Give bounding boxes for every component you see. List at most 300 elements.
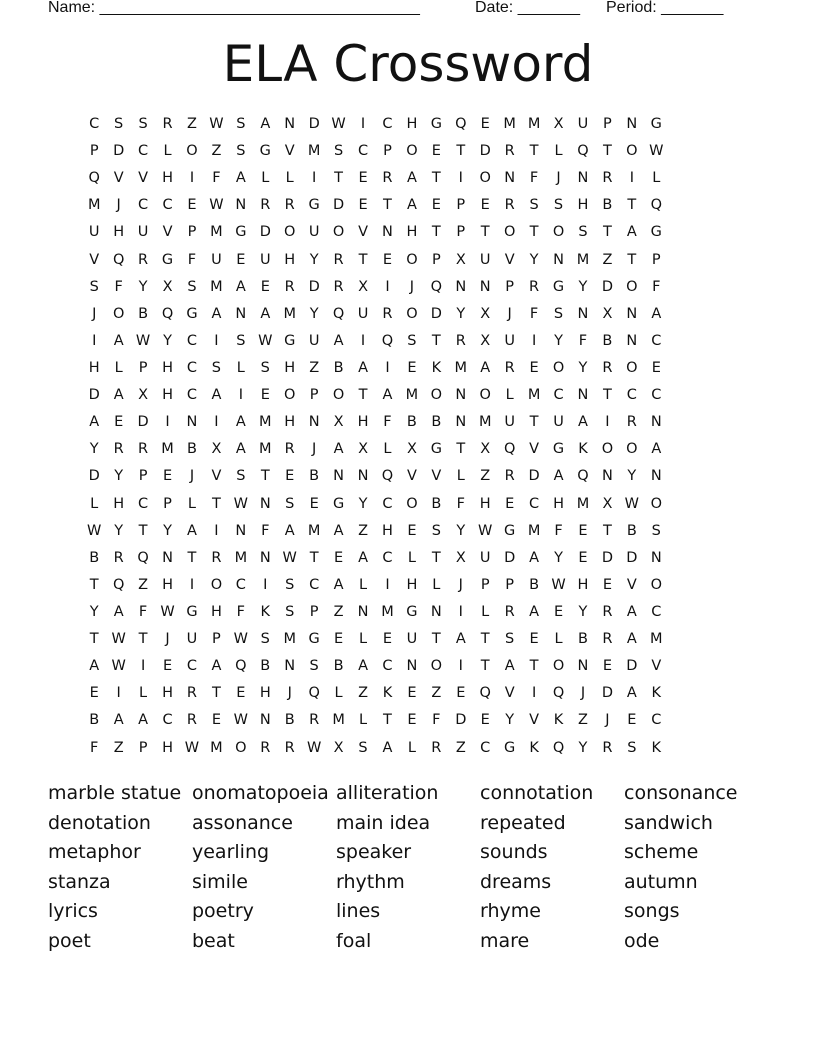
grid-letter: G (650, 116, 662, 132)
grid-row (82, 165, 742, 192)
grid-letter: M (332, 712, 345, 729)
grid-letter: X (553, 116, 564, 132)
grid-letter: R (504, 359, 515, 376)
grid-letter: A (260, 116, 271, 132)
grid-letter: T (456, 441, 466, 458)
grid-letter: X (480, 441, 491, 458)
grid-letter: W (258, 332, 273, 349)
grid-letter: V (162, 224, 173, 241)
grid-letter: C (382, 495, 393, 512)
grid-letter: I (360, 116, 366, 132)
grid-letter: M (576, 495, 590, 512)
grid-letter: R (333, 278, 344, 295)
grid-letter: W (233, 631, 249, 648)
grid-letter: T (358, 387, 368, 404)
grid-letter: C (382, 549, 393, 566)
grid-row (82, 219, 742, 246)
grid-letter: I (189, 576, 195, 593)
grid-letter: R (602, 739, 613, 756)
grid-letter: F (383, 414, 392, 431)
grid-letter: T (602, 143, 612, 160)
grid-letter: C (480, 739, 491, 756)
grid-letter: D (308, 278, 320, 295)
grid-letter: A (333, 522, 344, 539)
grid-letter: D (479, 143, 491, 160)
grid-letter: Y (456, 522, 466, 539)
grid-letter: E (334, 631, 344, 648)
grid-letter: V (89, 251, 100, 268)
word-bank-item: poet (48, 929, 91, 952)
grid-letter: T (383, 197, 392, 214)
grid-letter: K (260, 603, 271, 620)
grid-letter: H (577, 197, 589, 214)
grid-row (82, 355, 742, 382)
grid-letter: A (113, 332, 124, 349)
grid-letter: Y (578, 603, 588, 620)
grid-letter: O (479, 387, 491, 404)
grid-letter: L (261, 170, 270, 187)
grid-letter: O (503, 224, 516, 241)
grid-letter: P (431, 251, 441, 268)
grid-letter: U (357, 305, 369, 322)
grid-letter: H (284, 414, 296, 431)
grid-letter: E (407, 359, 417, 376)
grid-letter: R (455, 332, 466, 349)
grid-letter: F (138, 603, 148, 620)
grid-letter: C (162, 712, 173, 729)
grid-letter: Z (480, 468, 491, 485)
grid-letter: X (406, 441, 417, 458)
grid-letter: O (552, 359, 565, 376)
grid-letter: A (651, 305, 662, 322)
grid-letter: O (210, 576, 223, 593)
grid-letter: N (650, 549, 662, 566)
grid-letter: X (455, 549, 466, 566)
grid-letter: L (432, 576, 441, 593)
grid-letter: R (284, 278, 295, 295)
grid-letter: B (431, 495, 442, 512)
grid-letter: A (626, 224, 637, 241)
grid-letter: I (312, 170, 317, 187)
grid-letter: L (407, 549, 416, 566)
grid-letter: Y (578, 278, 588, 295)
grid-letter: T (89, 631, 99, 648)
grid-letter: Q (430, 278, 443, 295)
grid-letter: R (602, 170, 613, 187)
grid-letter: S (651, 522, 661, 539)
grid-letter: U (577, 116, 589, 132)
grid-letter: U (406, 631, 418, 648)
word-bank-item: dreams (480, 870, 552, 893)
grid-letter: E (602, 576, 612, 593)
grid-letter: V (504, 251, 515, 268)
grid-letter: C (651, 603, 662, 620)
grid-letter: E (627, 712, 637, 729)
grid-row (82, 518, 742, 545)
grid-letter: U (308, 224, 320, 241)
grid-letter: K (529, 739, 539, 756)
grid-letter: Q (161, 305, 174, 322)
grid-letter: V (431, 468, 442, 485)
grid-letter: W (306, 739, 322, 756)
grid-letter: L (334, 685, 343, 702)
grid-row (82, 626, 742, 653)
grid-letter: A (480, 359, 491, 376)
grid-letter: E (553, 603, 564, 620)
grid-letter: D (601, 685, 613, 702)
grid-letter: C (382, 658, 393, 675)
grid-letter: M (283, 631, 296, 648)
grid-letter: E (382, 631, 393, 648)
grid-letter: Q (112, 251, 125, 268)
grid-letter: F (554, 522, 563, 539)
grid-letter: R (602, 359, 613, 376)
grid-letter: N (382, 224, 393, 241)
grid-letter: N (650, 468, 662, 485)
grid-letter: L (407, 739, 416, 756)
grid-letter: N (235, 197, 247, 214)
grid-letter: G (552, 278, 565, 295)
grid-letter: E (431, 197, 441, 214)
grid-letter: A (504, 658, 515, 675)
grid-letter: B (406, 414, 417, 431)
grid-letter: R (504, 143, 515, 160)
grid-letter: R (113, 549, 124, 566)
grid-letter: H (259, 685, 271, 702)
grid-letter: L (358, 712, 368, 729)
word-bank-item: rhyme (480, 900, 541, 923)
grid-letter: T (529, 143, 539, 160)
grid-letter: L (456, 468, 465, 485)
grid-letter: W (184, 739, 200, 756)
grid-letter: I (92, 332, 97, 349)
grid-letter: W (233, 712, 249, 729)
grid-letter: H (382, 522, 393, 539)
grid-letter: N (186, 414, 198, 431)
grid-letter: E (602, 658, 612, 675)
grid-letter: N (162, 549, 173, 566)
grid-letter: W (135, 332, 151, 349)
grid-letter: O (406, 305, 418, 322)
grid-letter: O (552, 224, 565, 241)
grid-row (82, 436, 742, 463)
word-bank-item: sandwich (624, 811, 713, 834)
word-bank-item: speaker (336, 841, 412, 864)
grid-letter: T (431, 549, 441, 566)
grid-letter: Z (333, 603, 344, 620)
grid-letter: B (138, 305, 149, 322)
grid-letter: N (406, 658, 418, 675)
grid-letter: F (432, 712, 441, 729)
grid-letter: J (556, 170, 561, 187)
grid-letter: K (651, 739, 662, 756)
grid-letter: C (382, 116, 393, 132)
grid-letter: A (651, 441, 662, 458)
grid-letter: A (382, 739, 393, 756)
grid-letter: E (358, 197, 368, 214)
grid-letter: H (162, 576, 173, 593)
grid-letter: T (602, 387, 612, 404)
grid-letter: Q (650, 197, 662, 214)
grid-letter: T (383, 712, 392, 729)
grid-letter: I (214, 522, 219, 539)
grid-letter: O (626, 441, 638, 458)
grid-letter: O (406, 143, 418, 160)
grid-letter: N (626, 332, 638, 349)
grid-letter: W (209, 116, 224, 132)
grid-letter: Y (358, 495, 368, 512)
word-bank-item: sounds (480, 841, 548, 864)
grid-letter: E (480, 712, 490, 729)
grid-letter: F (529, 170, 539, 187)
grid-letter: T (334, 170, 344, 187)
grid-letter: M (527, 522, 541, 539)
grid-letter: L (90, 495, 99, 512)
grid-letter: W (478, 522, 493, 539)
grid-letter: M (259, 414, 272, 431)
grid-letter: L (187, 495, 197, 512)
grid-letter: V (504, 685, 515, 702)
grid-row (82, 491, 742, 518)
grid-letter: H (113, 224, 125, 241)
grid-letter: H (210, 603, 222, 620)
grid-letter: F (212, 170, 221, 187)
grid-letter: B (529, 576, 540, 593)
grid-letter: N (626, 116, 638, 132)
grid-letter: R (186, 712, 197, 729)
grid-letter: M (283, 305, 296, 322)
grid-letter: E (529, 631, 539, 648)
grid-letter: C (529, 495, 540, 512)
grid-letter: R (284, 197, 295, 214)
grid-letter: S (285, 576, 295, 593)
grid-letter: N (577, 387, 589, 404)
grid-letter: F (90, 739, 99, 756)
grid-letter: Y (309, 305, 319, 322)
grid-letter: I (605, 414, 610, 431)
grid-letter: I (385, 359, 390, 376)
grid-letter: G (235, 224, 247, 241)
grid-letter: Y (578, 359, 588, 376)
grid-letter: N (333, 468, 345, 485)
grid-letter: U (479, 549, 491, 566)
grid-letter: T (627, 197, 637, 214)
page-title: ELA Crossword (222, 35, 594, 93)
grid-letter: A (211, 387, 222, 404)
grid-letter: H (162, 387, 173, 404)
grid-letter: H (162, 685, 173, 702)
grid-letter: J (287, 685, 292, 702)
grid-letter: B (577, 631, 588, 648)
grid-letter: S (553, 305, 564, 322)
grid-letter: O (186, 143, 198, 160)
grid-letter: A (626, 685, 637, 702)
grid-letter: S (260, 359, 270, 376)
grid-letter: G (308, 631, 320, 648)
grid-letter: V (529, 712, 540, 729)
grid-letter: S (358, 739, 368, 756)
grid-letter: Y (554, 549, 563, 566)
grid-letter: R (138, 441, 149, 458)
word-bank-item: lyrics (48, 900, 98, 923)
grid-letter: Z (211, 143, 222, 160)
grid-row (82, 599, 742, 626)
grid-letter: P (138, 468, 148, 485)
grid-letter: F (529, 305, 539, 322)
grid-letter: S (89, 278, 99, 295)
grid-row (82, 111, 742, 138)
grid-letter: H (406, 116, 418, 132)
grid-letter: M (234, 549, 248, 566)
grid-letter: B (89, 712, 100, 729)
grid-letter: F (652, 278, 661, 295)
grid-letter: D (430, 305, 442, 322)
grid-letter: H (479, 495, 491, 512)
grid-letter: Q (381, 332, 394, 349)
grid-letter: E (578, 549, 588, 566)
grid-letter: X (602, 495, 613, 512)
grid-letter: T (456, 143, 466, 160)
grid-letter: Q (503, 441, 516, 458)
grid-letter: C (309, 576, 320, 593)
grid-letter: Y (114, 468, 124, 485)
grid-letter: C (186, 658, 198, 675)
grid-letter: S (505, 631, 515, 648)
grid-row (82, 545, 742, 572)
grid-letter: X (138, 387, 149, 404)
grid-letter: E (480, 197, 490, 214)
grid-letter: T (431, 224, 441, 241)
grid-letter: H (577, 576, 589, 593)
grid-letter: A (529, 549, 540, 566)
word-bank-item: beat (192, 929, 235, 952)
grid-letter: T (529, 414, 539, 431)
grid-letter: M (259, 441, 272, 458)
grid-letter: L (554, 143, 563, 160)
grid-letter: Y (309, 251, 319, 268)
grid-letter: A (235, 170, 246, 187)
grid-letter: L (114, 359, 123, 376)
grid-letter: J (409, 278, 415, 295)
grid-letter: P (212, 631, 221, 648)
grid-letter: S (553, 197, 564, 214)
grid-letter: C (138, 143, 149, 160)
grid-letter: T (431, 332, 441, 349)
grid-letter: P (309, 603, 319, 620)
grid-letter: N (650, 414, 662, 431)
word-bank-item: onomatopoeia (192, 782, 329, 804)
grid-letter: U (259, 251, 271, 268)
grid-letter: W (87, 522, 102, 539)
grid-letter: D (88, 468, 100, 485)
grid-letter: L (652, 170, 661, 187)
grid-letter: P (456, 224, 466, 241)
grid-letter: S (529, 197, 539, 214)
grid-letter: J (116, 197, 121, 214)
grid-letter: S (236, 143, 246, 160)
grid-letter: O (601, 441, 614, 458)
grid-letter: N (601, 468, 613, 485)
grid-letter: A (260, 305, 271, 322)
grid-row (82, 138, 742, 165)
grid-letter: P (651, 251, 661, 268)
grid-letter: N (455, 278, 467, 295)
grid-letter: R (626, 414, 637, 431)
grid-letter: T (260, 468, 270, 485)
grid-letter: F (114, 278, 123, 295)
grid-letter: S (431, 522, 441, 539)
grid-letter: M (87, 197, 101, 214)
grid-letter: C (626, 387, 637, 404)
grid-letter: D (333, 197, 345, 214)
grid-letter: B (284, 712, 295, 729)
word-bank-item: simile (192, 870, 248, 893)
grid-letter: A (382, 387, 393, 404)
grid-letter: L (236, 359, 245, 376)
grid-letter: Q (577, 143, 589, 160)
grid-letter: X (358, 441, 368, 458)
grid-letter: Z (187, 116, 197, 132)
grid-letter: N (553, 251, 564, 268)
grid-letter: C (186, 387, 198, 404)
grid-letter: D (308, 116, 320, 132)
grid-letter: O (284, 224, 296, 241)
grid-letter: U (308, 332, 320, 349)
grid-letter: E (211, 712, 221, 729)
grid-letter: V (529, 441, 540, 458)
grid-letter: V (406, 468, 417, 485)
grid-letter: B (602, 197, 613, 214)
grid-letter: N (577, 305, 589, 322)
grid-letter: A (333, 441, 344, 458)
grid-letter: K (553, 712, 564, 729)
grid-letter: G (504, 522, 516, 539)
grid-letter: T (211, 495, 221, 512)
word-bank-item: repeated (480, 811, 566, 834)
grid-letter: N (455, 387, 467, 404)
grid-letter: M (454, 359, 468, 376)
grid-letter: T (138, 631, 148, 648)
grid-letter: E (309, 495, 319, 512)
grid-letter: M (503, 116, 516, 132)
grid-letter: H (162, 170, 173, 187)
grid-letter: E (407, 685, 417, 702)
grid-letter: G (161, 251, 174, 268)
grid-letter: X (162, 278, 173, 295)
grid-letter: P (138, 359, 148, 376)
grid-letter: M (307, 143, 321, 160)
grid-row (82, 247, 742, 274)
grid-letter: X (455, 251, 466, 268)
grid-letter: C (357, 143, 369, 160)
grid-letter: R (602, 603, 613, 620)
word-bank-item: lines (336, 900, 381, 923)
grid-letter: S (114, 116, 124, 132)
grid-letter: A (358, 549, 368, 566)
grid-letter: S (578, 224, 588, 241)
grid-letter: M (576, 251, 590, 268)
grid-letter: A (529, 603, 540, 620)
grid-letter: K (578, 441, 588, 458)
grid-letter: R (333, 251, 344, 268)
grid-letter: C (186, 332, 198, 349)
grid-letter: Z (602, 251, 613, 268)
grid-letter: A (626, 631, 637, 648)
grid-letter: S (285, 603, 295, 620)
grid-letter: H (406, 576, 418, 593)
grid-letter: Y (163, 522, 172, 539)
grid-letter: E (334, 549, 344, 566)
